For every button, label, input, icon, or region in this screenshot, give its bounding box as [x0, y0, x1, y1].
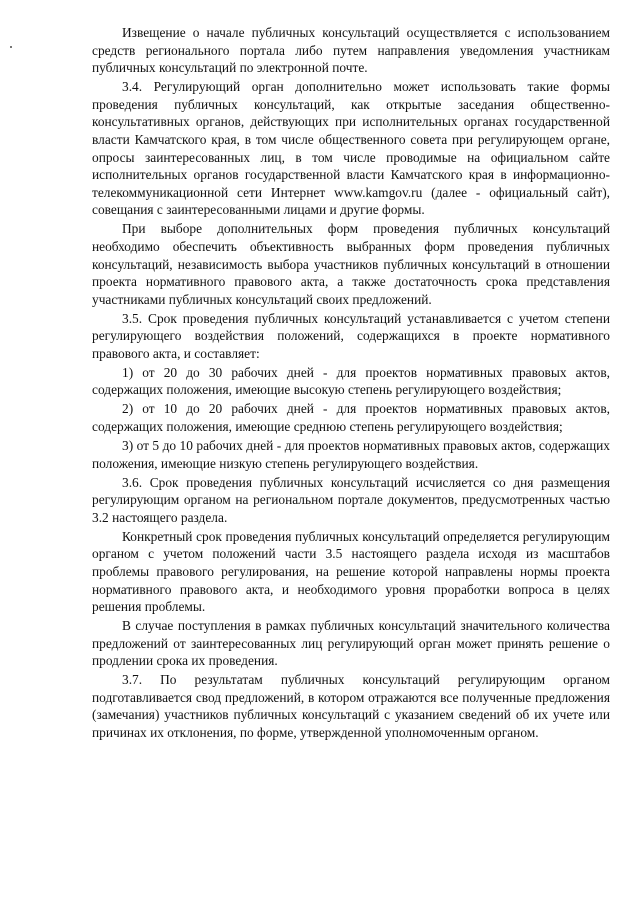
paragraph-3-6: 3.6. Срок проведения публичных консультаций исчисляется со дня размещения регулирующим органом на региональном портале документов, предусмотренных частью 3.2 настоящего раздела.	[92, 474, 610, 525]
list-item-medium-impact: 2) от 10 до 20 рабочих дней - для проектов нормативных правовых актов, содержащих положения, имеющие среднюю степень регулирующего воздействия;	[92, 401, 610, 435]
document-page	[92, 24, 610, 743]
list-item-low-impact: 3) от 5 до 10 рабочих дней - для проектов нормативных правовых актов, содержащих положения, имеющие низкую степень регулирующего воздействия.	[92, 438, 610, 471]
paragraph-specific-term: Конкретный срок проведения публичных консультаций определяется регулирующим органом с учетом положений части 3.5 настоящего раздела исходя из масштабов проблемы правового регулирования, на решение которой направлены нормы проекта нормативного правового акта, и необходимого уровня проработки вопроса в целях решения проблемы.	[92, 528, 610, 615]
paragraph-extension: В случае поступления в рамках публичных консультаций значительного количества предложений от заинтересованных лиц регулирующий орган может принять решение о продлении срока их проведения.	[92, 618, 610, 669]
paragraph-3-7: 3.7. По результатам публичных консультаций регулирующим органом подготавливается свод предложений, в котором отражаются все полученные предложения (замечания) участников публичных консультаций с указанием сведений об их учете или причинах их отклонения, по форме, утвержденной уполномоченным органом.	[92, 672, 610, 741]
paragraph-additional-forms: При выборе дополнительных форм проведения публичных консультаций необходимо обеспечить объективность выбранных форм проведения публичных консультаций, независимость выбора участников публичных консультаций в отношении проекта нормативного правового акта, а также достаточность срока представления участниками публичных консультаций своих предложений.	[92, 221, 610, 307]
paragraph-3-4: 3.4. Регулирующий орган дополнительно может использовать такие формы проведения публичных консультаций, как открытые заседания общественно-консультативных органов, действующих при исполнительных органах государственной власти Камчатского края, в том числе общественного совета при регулирующем органе, опросы заинтересованных лиц, в том числе проводимые на официальном сайте исполнительных органов государственной власти Камчатского края в информационно-телекоммуникационной сети Интернет www.kamgov.ru (далее - официальный сайт), совещания с заинтересованными лицами и другие формы.	[92, 79, 610, 218]
scan-speck	[10, 46, 12, 48]
paragraph-notice: Извещение о начале публичных консультаций осуществляется с использованием средств регионального портала либо путем направления уведомления участникам публичных консультаций по электронной почте.	[92, 25, 610, 76]
paragraph-3-5: 3.5. Срок проведения публичных консультаций устанавливается с учетом степени регулирующего воздействия положений, содержащихся в проекте нормативного правового акта, и составляет:	[92, 310, 610, 361]
list-item-high-impact: 1) от 20 до 30 рабочих дней - для проектов нормативных правовых актов, содержащих положения, имеющие высокую степень регулирующего воздействия;	[92, 364, 610, 398]
